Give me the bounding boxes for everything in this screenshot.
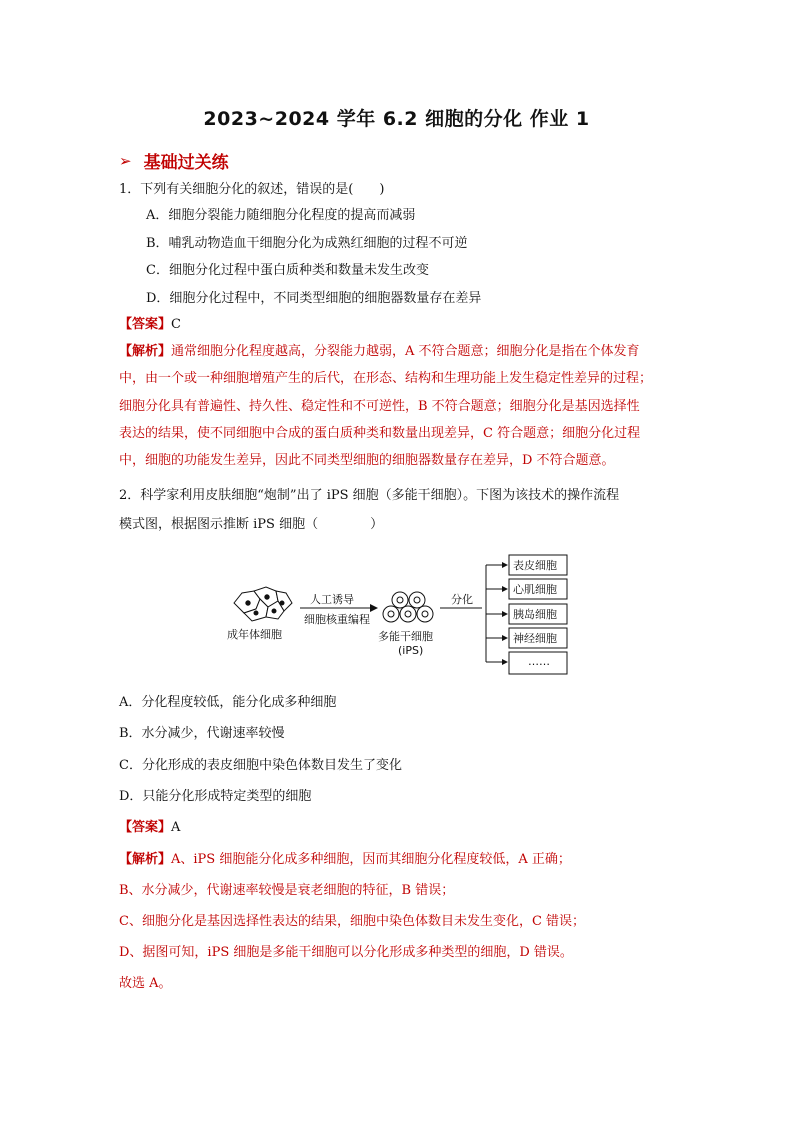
- arrow-bottom-label: 细胞核重编程: [304, 613, 370, 626]
- q2-option-a: A．分化程度较低，能分化成多种细胞: [119, 695, 337, 710]
- q1-answer: [119, 315, 181, 335]
- q1-analysis-line-1: [119, 342, 640, 362]
- q2-answer: [119, 818, 180, 838]
- adult-cells-icon: [234, 587, 292, 621]
- ips-flow-diagram: [220, 553, 580, 678]
- q2-analysis-line-4: D、据图可知，iPS 细胞是多能干细胞可以分化形成多种类型的细胞，D 错误。: [119, 945, 573, 960]
- q2-analysis-line-1: [119, 850, 571, 870]
- q2-analysis-line-5: 故选 A。: [119, 976, 172, 991]
- page-title: 2023~2024 学年 6.2 细胞的分化 作业 1: [203, 108, 590, 130]
- q2-option-b: B．水分减少，代谢速率较慢: [119, 726, 285, 741]
- q2-analysis-line-2: B、水分减少，代谢速率较慢是衰老细胞的特征，B 错误；: [119, 883, 455, 898]
- section-label: 基础过关练: [143, 153, 229, 173]
- answer-tag: 【答案】: [119, 317, 172, 332]
- question-2-stem-line-2: 模式图，根据图示推断 iPS 细胞（ ）: [119, 517, 384, 532]
- analysis-tag: 【解析】: [119, 344, 172, 359]
- differentiation-label: 分化: [451, 593, 473, 606]
- target-label-cardiac: 心肌细胞: [513, 583, 557, 596]
- answer-tag: 【答案】: [119, 820, 172, 835]
- stem-cell-sublabel: (iPS): [398, 644, 424, 657]
- target-label-islet: 胰岛细胞: [513, 608, 557, 621]
- answer-value: C: [171, 317, 181, 332]
- section-heading: [119, 148, 229, 173]
- q1-option-d: D．细胞分化过程中，不同类型细胞的细胞器数量存在差异: [146, 291, 482, 306]
- q2-option-c: C．分化形成的表皮细胞中染色体数目发生了变化: [119, 758, 402, 773]
- target-label-neural: 神经细胞: [513, 632, 557, 645]
- q1-option-a: A．细胞分裂能力随细胞分化程度的提高而减弱: [146, 208, 416, 223]
- target-label-epidermal: 表皮细胞: [513, 559, 557, 572]
- q1-analysis-line-2: 中，由一个或一种细胞增殖产生的后代，在形态、结构和生理功能上发生稳定性差异的过程；: [119, 371, 653, 386]
- stem-cells-icon: [383, 592, 433, 622]
- analysis-text: 通常细胞分化程度越高，分裂能力越弱，A 不符合题意；细胞分化是指在个体发育: [171, 344, 640, 359]
- analysis-text: A、iPS 细胞能分化成多种细胞，因而其细胞分化程度较低，A 正确；: [171, 852, 571, 867]
- arrow-top-label: 人工诱导: [310, 593, 354, 606]
- q1-option-b: B．哺乳动物造血干细胞分化为成熟红细胞的过程不可逆: [146, 236, 468, 251]
- question-2-stem-line-1: 2．科学家利用皮肤细胞“炮制”出了 iPS 细胞（多能干细胞）。下图为该技术的操作流程: [119, 488, 620, 503]
- q1-analysis-line-3: 细胞分化具有普遍性、持久性、稳定性和不可逆性，B 不符合题意；细胞分化是基因选择性: [119, 399, 640, 414]
- answer-value: A: [171, 820, 181, 835]
- adult-cells-label: 成年体细胞: [227, 628, 282, 641]
- stem-cell-label: 多能干细胞: [378, 630, 433, 643]
- q2-analysis-line-3: C、细胞分化是基因选择性表达的结果，细胞中染色体数目未发生变化，C 错误；: [119, 914, 586, 929]
- target-label-more: ……: [528, 655, 550, 668]
- q1-option-c: C．细胞分化过程中蛋白质种类和数量未发生改变: [146, 263, 429, 278]
- analysis-tag: 【解析】: [119, 852, 172, 867]
- q2-option-d: D．只能分化形成特定类型的细胞: [119, 789, 312, 804]
- question-1-stem: 1．下列有关细胞分化的叙述，错误的是( ): [119, 182, 385, 197]
- q1-analysis-line-4: 表达的结果，使不同细胞中合成的蛋白质种类和数量出现差异，C 符合题意；细胞分化过程: [119, 426, 641, 441]
- arrow-bullet-icon: ➢: [119, 151, 132, 170]
- q1-analysis-line-5: 中，细胞的功能发生差异，因此不同类型细胞的细胞器数量存在差异，D 不符合题意。: [119, 453, 615, 468]
